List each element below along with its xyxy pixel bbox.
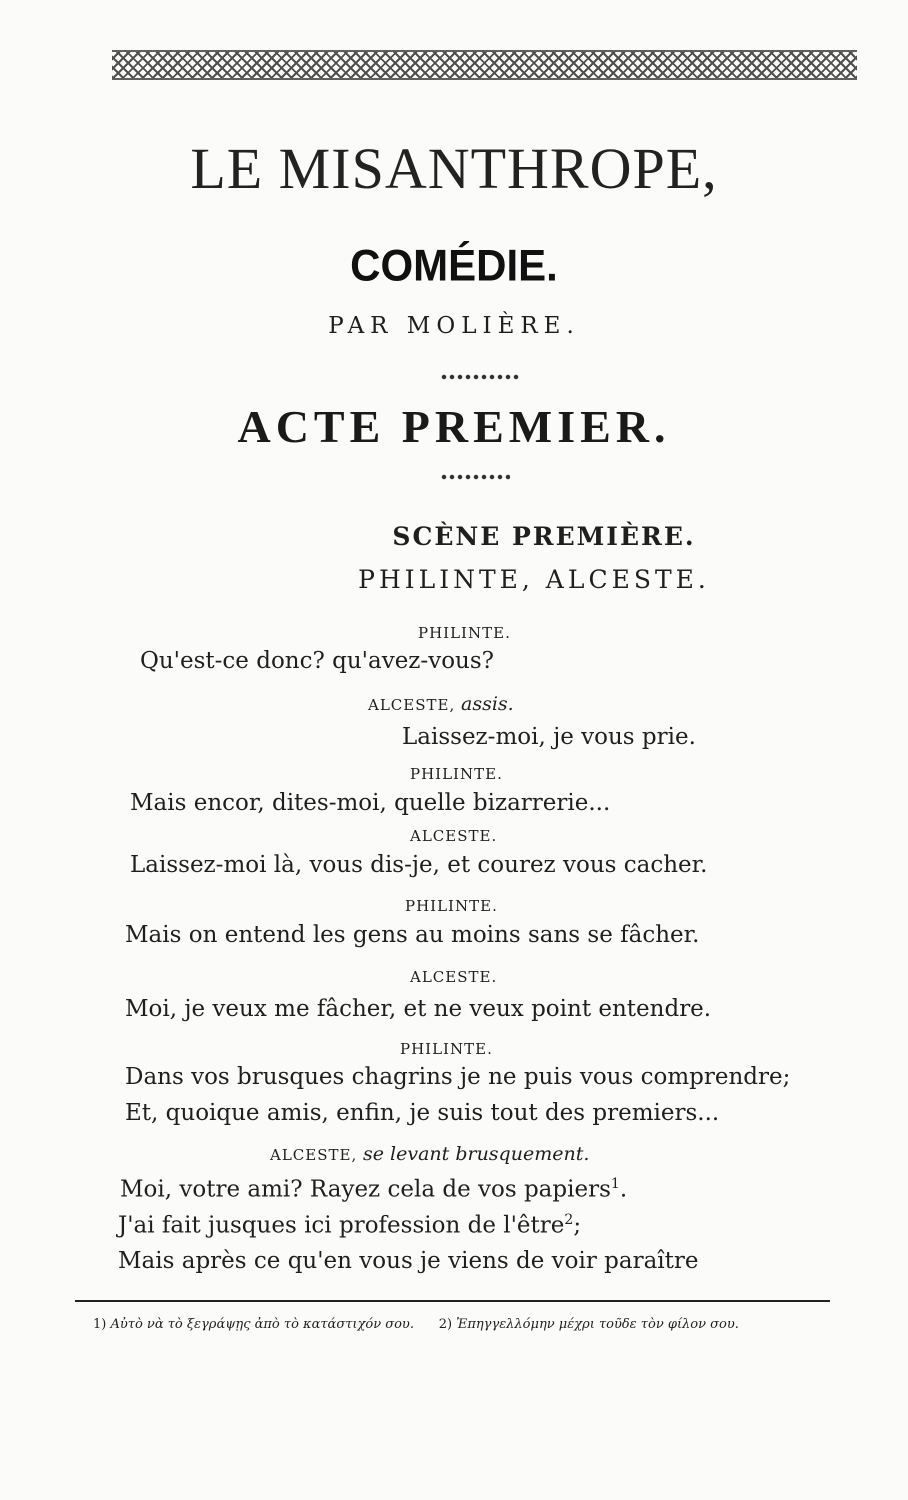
act-heading: ACTE PREMIER.: [237, 401, 671, 452]
verse-line: Moi, je veux me fâcher, et ne veux point entendre.: [125, 996, 712, 1022]
stage-direction: se levant brusquement.: [363, 1143, 590, 1165]
verse-line: Et, quoique amis, enfin, je suis tout des premiers...: [125, 1100, 720, 1126]
footnote: 2) Ἐπηγγελλόμην μέχρι τοῦδε τὸν φίλον σου.: [438, 1317, 739, 1332]
speaker-name: ALCESTE.: [410, 968, 498, 986]
speaker-name: PHILINTE.: [400, 1040, 493, 1058]
verse-line: Dans vos brusques chagrins je ne puis vous comprendre;: [125, 1064, 791, 1090]
footnotes: [75, 1312, 830, 1338]
verse-line: J'ai fait jusques ici profession de l'être$^2$;: [118, 1212, 582, 1239]
speaker-name: ALCESTE, se levant brusquement.: [270, 1143, 590, 1165]
footnote: 1) Αὐτὸ νὰ τὸ ξεγράψῃς ἀπὸ τὸ κατάστιχόν σου.: [93, 1317, 414, 1332]
speaker-name: ALCESTE.: [410, 827, 498, 845]
footnote-ref: 2: [564, 1212, 574, 1228]
footnote-rule: [75, 1300, 830, 1302]
speaker-name: ALCESTE, assis.: [368, 693, 514, 715]
play-author: PAR MOLIÈRE.: [328, 313, 580, 339]
footnote-ref: 1: [610, 1176, 620, 1192]
verse-line: Mais encor, dites-moi, quelle bizarrerie...: [130, 790, 611, 816]
divider-ornament: [440, 372, 520, 382]
verse-line: Mais on entend les gens au moins sans se fâcher.: [125, 922, 700, 948]
verse-line: Mais après ce qu'en vous je viens de voir paraître: [118, 1248, 699, 1274]
divider-ornament: [440, 472, 510, 482]
verse-line: Qu'est-ce donc? qu'avez-vous?: [140, 648, 494, 674]
speaker-name: PHILINTE.: [418, 624, 511, 642]
scene-heading: SCÈNE PREMIÈRE.: [392, 522, 696, 551]
play-genre: COMÉDIE.: [350, 240, 558, 291]
verse-line: Laissez-moi, je vous prie.: [402, 724, 696, 750]
verse-line: Laissez-moi là, vous dis-je, et courez vous cacher.: [130, 852, 708, 878]
header-ornament: [112, 50, 857, 80]
play-title: LE MISANTHROPE,: [190, 136, 718, 201]
stage-direction: assis.: [461, 693, 514, 715]
verse-line: Moi, votre ami? Rayez cela de vos papiers$^1$.: [120, 1176, 628, 1203]
scene-characters: PHILINTE, ALCESTE.: [358, 565, 710, 594]
speaker-name: PHILINTE.: [410, 765, 503, 783]
speaker-name: PHILINTE.: [405, 897, 498, 915]
